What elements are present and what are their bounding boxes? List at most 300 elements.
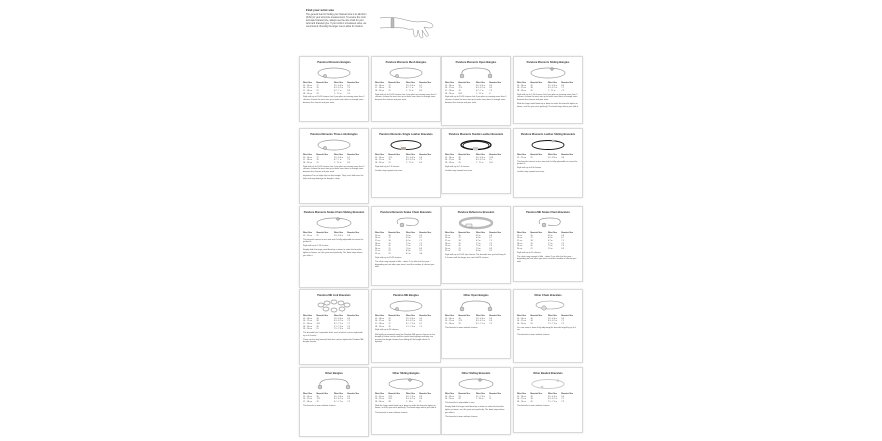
column-header: Wrist Size — [475, 393, 485, 396]
bracelet-sliding-icon — [375, 377, 437, 391]
table-cell: 15 - 16 cm — [303, 395, 312, 398]
table-cell: 19 — [458, 242, 461, 245]
table-cell: 7.9 — [489, 245, 493, 248]
table-cell: 6.3 — [489, 317, 493, 320]
card-note: Simply slide the large metal bead up or down to make the bracelet tighter or looser, so it fits your wrist perfectly. The bead stays where you slide it. — [445, 406, 505, 414]
table-cell: 18 cm — [517, 242, 523, 245]
table-cell: 23 — [316, 92, 319, 95]
size-table — [517, 232, 579, 250]
table-cell: 25 — [316, 234, 319, 237]
size-card — [371, 206, 441, 286]
table-cell: 5.9 - 7.9 in — [405, 395, 415, 398]
column-header: Bracelet Size — [419, 393, 432, 396]
bracelet-leather-icon — [375, 138, 437, 152]
table-cell: 7.9 in — [547, 247, 553, 250]
size-card — [513, 289, 583, 363]
table-cell: 25 — [388, 253, 391, 256]
table-cell: 7 - 7.5 in — [475, 162, 484, 165]
table-cell: 7.1 - 7.5 in — [333, 325, 343, 328]
table-cell: 5.5 - 7.9 in — [475, 395, 485, 398]
table-cell: 5.9 — [419, 317, 423, 320]
bracelet-sliding-icon — [517, 66, 579, 80]
card-title: Pandora Reflexions Bracelets — [457, 211, 495, 214]
column-header: Wrist Size — [375, 232, 385, 235]
table-cell: 16 - 17 cm — [517, 87, 526, 90]
table-cell: 7.9 — [347, 325, 351, 328]
table-cell: 15 - 16 cm — [517, 395, 526, 398]
table-cell: 6.7 — [347, 156, 351, 159]
column-header: Bracelet Size — [388, 82, 401, 85]
table-cell: 9.8 — [347, 234, 351, 237]
table-cell: 6.7 — [347, 84, 351, 87]
table-cell: 6.3 — [347, 395, 351, 398]
intro-section — [306, 8, 368, 29]
size-card — [299, 56, 369, 122]
table-row — [517, 323, 579, 326]
table-cell: 6.3 — [561, 317, 565, 320]
card-note: Style with up to 10-16 charms, but if you plan on wearing more than 5 charms, choose the next size up to make sure there is enough room between the charms and your wrist. — [445, 96, 507, 104]
table-cell: 8.3 — [347, 328, 351, 331]
size-card — [513, 206, 583, 282]
card-title: Other Beaded Bracelets — [533, 372, 563, 375]
table-cell: 17 cm — [445, 240, 451, 243]
table-row — [445, 162, 507, 165]
table-row — [303, 92, 365, 95]
table-cell: 5.9 - 6.3 in — [547, 395, 557, 398]
table-cell: 19 cm — [375, 245, 381, 248]
table-cell: 6.3 in — [475, 237, 481, 240]
table-cell: 20 cm — [375, 247, 381, 250]
table-cell: 18 — [530, 320, 533, 323]
table-cell: 6.9 — [419, 156, 423, 159]
card-note: Important: Do not style clips on this bangle. They can't slide over the links and may damage the bangle's clasp. — [303, 175, 364, 180]
table-cell: 20 - 25 cm — [445, 398, 454, 401]
table-cell: 8.3 — [347, 90, 351, 93]
column-header: Wrist Size — [547, 82, 557, 85]
table-cell: 7.9 in — [405, 247, 411, 250]
table-cell: 20 — [530, 323, 533, 326]
size-table — [445, 393, 507, 401]
table-cell: 9.1 — [489, 250, 493, 253]
table-cell: 21 — [316, 90, 319, 93]
column-header: Wrist Size — [375, 393, 385, 396]
column-header: Wrist Size — [405, 232, 415, 235]
table-cell: 16 - 17 cm — [375, 320, 384, 323]
column-header: Bracelet Size — [530, 393, 543, 396]
table-cell: 7.1 in — [475, 242, 481, 245]
column-header: Bracelet Size — [561, 393, 574, 396]
table-cell: 21 — [388, 90, 391, 93]
column-header: Wrist Size — [547, 154, 557, 157]
table-cell: 5.9 - 6.3 in — [333, 317, 343, 320]
size-card — [371, 56, 441, 122]
table-cell: 17 - 18 cm — [445, 323, 454, 326]
table-cell: 16 cm — [517, 237, 523, 240]
column-header: Wrist Size — [333, 393, 343, 396]
card-title: Other Open Bangles — [463, 294, 489, 297]
bracelet-bangle-icon — [375, 299, 437, 313]
size-card — [441, 367, 511, 435]
table-cell: 21 — [388, 247, 391, 250]
table-cell: 15 - 21 cm — [303, 234, 312, 237]
table-cell: 6.3 — [561, 84, 565, 87]
table-cell: 18 - 19 cm — [445, 162, 454, 165]
table-cell: 11 — [489, 398, 492, 401]
table-cell: 15 cm — [517, 234, 523, 237]
table-row — [445, 398, 507, 401]
card-note: This bracelet comes in one size and it's fully adjustable to create the perfect fit. — [303, 238, 364, 244]
table-cell: 19 — [316, 401, 319, 404]
card-title: Other Bangles — [325, 372, 343, 375]
table-cell: 23 — [388, 250, 391, 253]
table-cell: 8.3 — [419, 90, 423, 93]
table-cell: 15 - 16 cm — [445, 84, 454, 87]
table-cell: 7.1 in — [405, 242, 411, 245]
table-cell: 5.9 - 8.3 in — [333, 234, 343, 237]
table-cell: 6.7 — [419, 84, 423, 87]
column-header: Bracelet Size — [419, 232, 432, 235]
table-cell: 16 cm — [445, 237, 451, 240]
table-cell: 15 - 16 cm — [517, 317, 526, 320]
table-cell: 6.3 in — [405, 237, 411, 240]
column-header: Bracelet Size — [316, 393, 329, 396]
table-cell: 8.7 in — [405, 253, 411, 256]
table-cell: 6.9 — [489, 320, 493, 323]
card-note: The chain may expand a little – about 1 cm after the first year – depending on how often you wear it and the number of charms you add. — [517, 255, 577, 263]
card-title: Pandora ME Snake Chain Bracelets — [526, 211, 570, 214]
bracelet-beaded-icon — [517, 377, 579, 391]
table-cell: 7.5 — [489, 323, 493, 326]
table-cell: 18 — [458, 240, 461, 243]
column-header: Bracelet Size — [388, 393, 401, 396]
table-cell: 17 cm — [517, 240, 523, 243]
table-cell: 41 — [458, 162, 461, 165]
card-title: Pandora Moments Open Bangles — [455, 61, 497, 64]
table-cell: 7.5 — [347, 401, 351, 404]
table-cell: 7.5 — [419, 242, 423, 245]
table-cell: 15 - 16 cm — [445, 156, 454, 159]
card-title: Other Sliding Bangles — [392, 372, 420, 375]
table-cell: 7 - 7.5 in — [405, 90, 414, 93]
table-row — [445, 323, 507, 326]
column-header: Wrist Size — [475, 154, 485, 157]
column-header: Bracelet Size — [561, 154, 574, 157]
card-title: Pandora Moments Leather Sliding Bracelets — [520, 133, 576, 136]
column-header: Bracelet Size — [458, 82, 471, 85]
column-header: Wrist Size — [517, 232, 527, 235]
column-header: Bracelet Size — [561, 315, 574, 318]
table-cell: 18 cm — [375, 242, 381, 245]
table-cell: 5.9 in — [475, 234, 481, 237]
table-cell: 11 — [419, 401, 422, 404]
card-title: Pandora Moments Snake Chain Sliding Bracelets — [303, 211, 365, 214]
table-cell: 7.1 — [561, 240, 565, 243]
column-header: Wrist Size — [303, 315, 313, 318]
column-header: Wrist Size — [405, 393, 415, 396]
size-table — [445, 154, 507, 164]
column-header: Wrist Size — [547, 315, 557, 318]
size-table — [517, 82, 579, 92]
table-cell: 21 — [388, 162, 391, 165]
column-header: Bracelet Size — [458, 154, 471, 157]
card-note: Style with up to 36 charms. — [375, 329, 400, 332]
column-header: Bracelet Size — [347, 232, 360, 235]
table-cell: 21 — [316, 328, 319, 331]
table-cell: 7.9 in — [475, 247, 481, 250]
table-cell: 23 — [458, 395, 461, 398]
table-cell: 18 - 19 cm — [517, 323, 526, 326]
column-header: Bracelet Size — [316, 315, 329, 318]
table-cell: 19 — [316, 87, 319, 90]
table-cell: 18 - 19 cm — [303, 325, 312, 328]
card-title: Pandora Moments Three-Link Bangles — [310, 133, 358, 136]
table-cell: 18 - 19 cm — [375, 90, 384, 93]
table-cell: 7.9 — [419, 245, 423, 248]
card-note: Style with up to 10 charms. — [517, 251, 542, 254]
table-cell: 5.9 - 6.3 in — [475, 317, 485, 320]
table-cell: 7.5 — [489, 90, 493, 93]
table-cell: 18 - 19 cm — [445, 92, 454, 95]
table-cell: 7 - 7.5 in — [547, 90, 556, 93]
table-cell: 19 — [458, 323, 461, 326]
table-cell: 17 - 18 cm — [375, 323, 384, 326]
table-row — [375, 162, 437, 165]
card-note: This bracelet is adjustable in size. — [445, 402, 475, 405]
table-cell: 6.7 - 7.1 in — [333, 401, 343, 404]
table-cell: 16 — [316, 317, 319, 320]
size-table — [375, 154, 437, 164]
size-card — [441, 289, 511, 359]
table-cell: 16 - 17 cm — [445, 87, 454, 90]
card-title: Other Chain Bracelets — [534, 294, 562, 297]
table-cell: 6.9 — [489, 87, 493, 90]
column-header: Wrist Size — [303, 154, 313, 157]
table-cell: 7.1 - 7.5 in — [405, 325, 415, 328]
table-cell: 6.3 - 6.7 in — [333, 398, 343, 401]
column-header: Wrist Size — [375, 315, 385, 318]
column-header: Bracelet Size — [419, 154, 432, 157]
table-row — [517, 401, 579, 404]
card-note: Style with up to 10-16 charms, but if you plan on wearing more than 5 charms, choose the next size up to make sure there is enough room between the charms and your wrist. — [375, 93, 437, 102]
card-note: Simply slide the large metal bead up or down to make the bracelet tighter or looser, so it fits your wrist perfectly. The bead stays where you slide it. — [303, 249, 363, 257]
column-header: Wrist Size — [475, 232, 485, 235]
table-cell: 6.3 — [561, 234, 565, 237]
card-note: Leather may expand over time. — [517, 171, 545, 174]
table-cell: 15 - 16 cm — [303, 84, 312, 87]
table-row — [517, 248, 579, 251]
card-note: The chain may expand a little – about 1 cm after the first year – depending on how often you wear it and the number of charms you add. — [375, 260, 435, 269]
column-header: Wrist Size — [517, 154, 527, 157]
size-table — [375, 393, 437, 403]
table-cell: 6.3 - 8.7 in — [405, 398, 415, 401]
table-cell: 16 — [388, 234, 391, 237]
table-cell: 17 - 18 cm — [303, 401, 312, 404]
column-header: Bracelet Size — [458, 232, 471, 235]
table-cell: 7.1 — [561, 398, 565, 401]
table-cell: 7.5 — [419, 325, 423, 328]
size-card — [371, 128, 441, 198]
table-cell: 17 — [388, 237, 391, 240]
table-row — [517, 157, 579, 160]
table-cell: 6.7 — [561, 237, 565, 240]
card-note: Style with up to 7-10 charms, but if you plan on wearing more than 5 charms, choose the next size up to make sure there is enough room between the charms and your wrist. — [517, 93, 578, 102]
card-title: Pandora Moments Snake Chain Bracelets — [380, 211, 432, 214]
table-cell: 7.1 — [561, 320, 565, 323]
table-cell: 19 — [388, 159, 391, 162]
table-cell: 17 - 18 cm — [445, 90, 454, 93]
column-header: Bracelet Size — [489, 154, 502, 157]
table-cell: 5.9 - 6.3 in — [333, 156, 343, 159]
table-cell: 15 cm — [375, 234, 381, 237]
size-table — [517, 315, 579, 325]
table-cell: 15 — [489, 159, 492, 162]
card-title: Pandora ME Link Bracelets — [317, 294, 351, 297]
intro-text: The general rule for finding your bracelet size is to add 2cm (0.8in) to your wrist size measurement. To ensure the most accurate bracelet size, always use the size chart for your wrist and bracelet type. If your wrist is in-between sizes, we recommend choosing the larger one to allow for charms. — [306, 14, 367, 28]
size-card — [441, 56, 511, 126]
table-cell: 7 - 7.5 in — [333, 92, 342, 95]
table-cell: 7.1 — [347, 320, 351, 323]
table-cell: 6.7 in — [547, 240, 553, 243]
table-cell: 5.9 - 8.3 in — [547, 156, 557, 159]
table-cell: 15 - 16 cm — [375, 156, 384, 159]
table-cell: 6.3 - 6.7 in — [405, 159, 415, 162]
table-cell: 16 — [530, 395, 533, 398]
column-header: Wrist Size — [375, 154, 385, 157]
column-header: Wrist Size — [547, 232, 557, 235]
table-cell: 6.3 — [489, 84, 493, 87]
table-cell: 19 cm — [517, 245, 523, 248]
table-cell: 8.3 — [489, 247, 493, 250]
table-cell: 17.5 — [316, 398, 321, 401]
table-cell: 16 - 17 cm — [303, 398, 312, 401]
table-cell: 6.3 - 6.7 in — [333, 87, 343, 90]
table-cell: 18 — [388, 240, 391, 243]
table-cell: 5.9 - 6.3 in — [475, 84, 485, 87]
table-cell: 20 cm — [445, 247, 451, 250]
intro-title: Find your wrist size — [306, 8, 335, 12]
table-cell: 20 — [316, 325, 319, 328]
table-cell: 6.7 — [419, 323, 423, 326]
card-note: This bracelet is worn without charms. — [375, 411, 408, 414]
size-card — [441, 128, 511, 194]
card-note: This bracelet is worn without charms. — [445, 326, 478, 329]
table-cell: 15 - 20 cm — [375, 395, 384, 398]
size-table — [375, 232, 437, 255]
table-cell: 7.9 — [561, 323, 565, 326]
table-cell: 16 - 17 cm — [517, 320, 526, 323]
bracelet-links-icon — [303, 299, 365, 313]
column-header: Wrist Size — [445, 232, 455, 235]
table-cell: 16 cm — [375, 237, 381, 240]
table-cell: 18 - 26 cm — [375, 401, 384, 404]
table-cell: 9.8 — [419, 253, 423, 256]
size-card — [299, 289, 369, 365]
column-header: Wrist Size — [405, 154, 415, 157]
bracelet-open-icon — [445, 66, 507, 80]
table-cell: 15 - 16 cm — [303, 156, 312, 159]
card-note: This bracelet is worn without charms. — [517, 333, 550, 336]
table-cell: 8 — [489, 92, 491, 95]
table-cell: 7.5 — [489, 242, 493, 245]
card-note: Leather may expand over time. — [375, 169, 403, 172]
table-cell: 6.7 — [419, 237, 423, 240]
size-card — [299, 206, 369, 288]
bracelet-bangle-icon — [303, 138, 365, 152]
bracelet-chain-icon — [517, 216, 579, 230]
bracelet-sliding-icon — [303, 216, 365, 230]
table-cell: 16 - 17 cm — [375, 159, 384, 162]
table-cell: 18 - 19 cm — [517, 90, 526, 93]
table-cell: 19.5 — [316, 323, 321, 326]
table-cell: 6.3 - 6.7 in — [547, 87, 557, 90]
table-cell: 6.3 — [419, 320, 423, 323]
table-cell: 16 - 17 cm — [303, 320, 312, 323]
size-table — [375, 315, 437, 328]
card-note: This bracelet is worn without charms. — [517, 404, 550, 407]
table-row — [375, 253, 437, 256]
card-title: Pandora Moments Mesh Bangles — [385, 61, 427, 64]
bracelet-open-icon — [303, 377, 365, 391]
bracelet-sliding-leather-icon — [517, 138, 579, 152]
table-cell: 17.5 — [458, 320, 463, 323]
table-cell: 9 — [489, 395, 491, 398]
table-row — [517, 90, 579, 93]
column-header: Wrist Size — [303, 393, 313, 396]
table-cell: 16 — [530, 84, 533, 87]
table-cell: 7.5 in — [547, 245, 553, 248]
column-header: Wrist Size — [547, 393, 557, 396]
table-cell: 7.9 — [561, 90, 565, 93]
table-cell: 7 - 9.8 in — [475, 398, 484, 401]
table-cell: 6.3 - 6.7 in — [547, 320, 557, 323]
size-table — [445, 232, 507, 253]
table-cell: 28 — [458, 398, 461, 401]
table-cell: 6.3 — [561, 395, 565, 398]
column-header: Bracelet Size — [388, 232, 401, 235]
column-header: Wrist Size — [333, 315, 343, 318]
table-cell: 5.9 - 6.3 in — [333, 84, 343, 87]
table-cell: 17.5 — [388, 156, 393, 159]
table-cell: 17.5 — [458, 87, 463, 90]
column-header: Wrist Size — [445, 315, 455, 318]
table-row — [445, 92, 507, 95]
column-header: Wrist Size — [517, 393, 527, 396]
card-note: Slide the large metal bead up or down to make the bracelet tighter or looser, so it fits your wrist perfectly. The bead stays where you slide it. — [375, 404, 437, 410]
table-cell: 6.3 - 6.7 in — [405, 320, 415, 323]
table-cell: 7.5 — [347, 159, 351, 162]
card-note: Style with up to 10-14 clip charms. The bracelet size you hold may fit 5 charms well the larger size can hold 14 charms. — [445, 254, 506, 259]
table-cell: 6.3 - 6.7 in — [333, 320, 343, 323]
column-header: Wrist Size — [445, 82, 455, 85]
table-cell: 17 — [388, 323, 391, 326]
size-table — [303, 154, 365, 164]
card-note: Style with up to 10-16 charms, but if you plan on wearing more than 5 charms, choose the next size up to make sure there is enough room between the charms and your wrist. — [303, 96, 365, 104]
table-cell: 7.1 — [561, 87, 565, 90]
card-title: Pandora Moments Sliding Bangles — [526, 61, 570, 64]
table-cell: 7.7 — [347, 323, 351, 326]
bracelet-sliding-icon — [445, 377, 507, 391]
column-header: Bracelet Size — [347, 82, 360, 85]
column-header: Bracelet Size — [458, 393, 471, 396]
table-cell: 19 - 20 cm — [303, 328, 312, 331]
table-cell: 16 - 22 cm — [375, 398, 384, 401]
table-cell: 25 — [530, 156, 533, 159]
table-cell: 15 - 16 cm — [303, 317, 312, 320]
table-cell: 16 — [458, 317, 461, 320]
table-cell: 17 - 18 cm — [375, 87, 384, 90]
table-cell: 8.3 in — [475, 250, 481, 253]
table-cell: 16 — [530, 234, 533, 237]
